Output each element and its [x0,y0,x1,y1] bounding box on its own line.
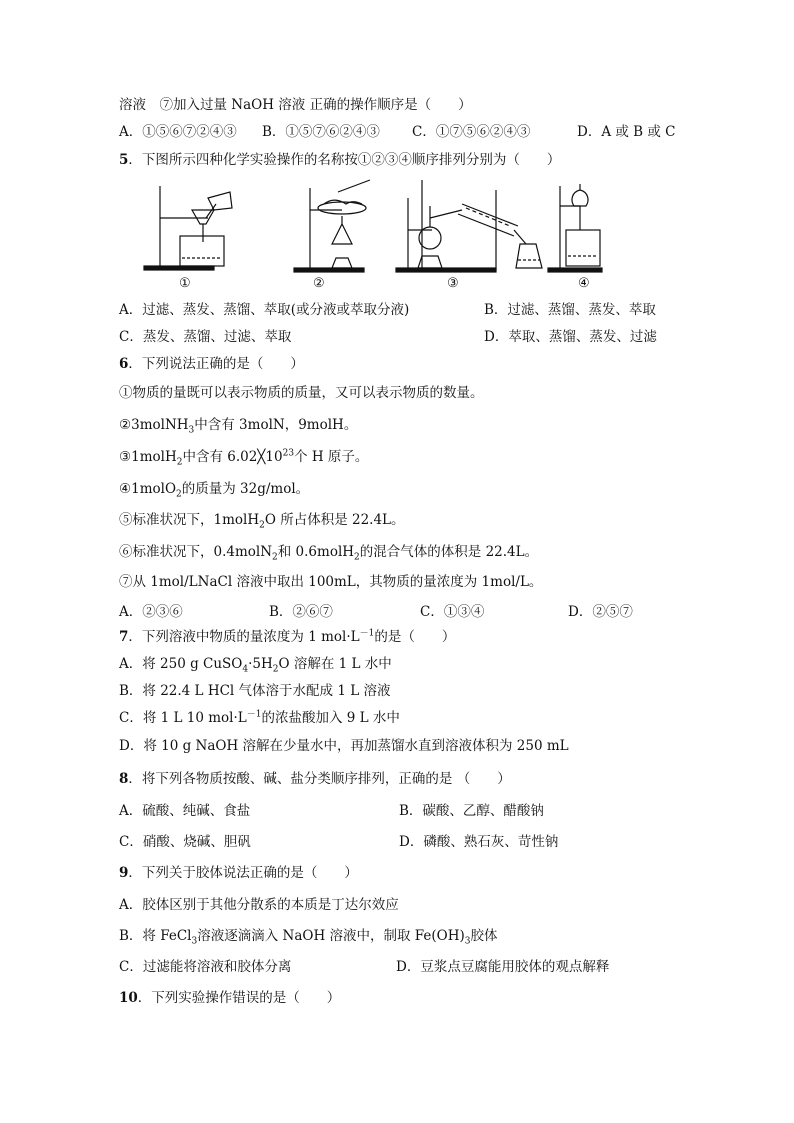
q6-statement-2: ②3molNH$_3$中含有 3molN，9molH。 [119,417,358,436]
figure-caption-2: ② [313,276,325,291]
q8-option-c: C．硝酸、烧碱、胆矾 [119,834,251,850]
q7-option-c: C．将 1 L 10 $mol\cdot L^{-1}$的浓盐酸加入 9 L 水中 [119,709,400,726]
q5-stem-text: ．下图所示四种化学实验操作的名称按①②③④顺序排列分别为（ ） [128,152,561,168]
evaporation-apparatus-icon [294,180,370,272]
q9-number: 9 [119,865,129,881]
q4-option-d: D．A 或 B 或 C [577,124,676,140]
q9-stem [119,863,358,883]
q10-number: 10 [119,990,138,1006]
q7-option-b: B．将 22.4 L HCl 气体溶于水配成 1 L 溶液 [119,683,391,699]
figure-caption-1: ① [179,276,191,291]
q6-statement-6: ⑥标准状况下，0.4molN$_2$和 0.6molH$_2$的混合气体的体积是 22.4L。 [119,544,539,563]
q4-option-c: C．①⑦⑤⑥②④③ [412,124,531,140]
distillation-apparatus-icon [396,180,542,272]
separatory-funnel-icon [548,184,602,272]
figure-caption-3: ③ [447,276,459,291]
q4-option-a: A．①⑤⑥⑦②④③ [119,124,237,140]
q6-option-c: C．①③④ [420,604,485,620]
q6-stem-text: ．下列说法正确的是（ ） [128,356,304,372]
q6-stem [119,354,304,374]
figure-caption-4: ④ [578,276,590,291]
q5-stem [119,150,560,170]
q6-statement-4: ④1molO$_2$的质量为 32g/mol。 [119,481,310,500]
q7-option-a: A．将 250 g $CuSO_4\cdot 5H_2O$ 溶解在 1 L 水中 [119,656,392,675]
q6-option-a: A．②③⑥ [119,604,183,620]
filtration-apparatus-icon [144,186,232,270]
q6-option-d: D．②⑤⑦ [568,604,633,620]
q4-stem-tail: 溶液 ⑦加入过量 NaOH 溶液 正确的操作顺序是（ ） [119,97,472,113]
lab-apparatus-figure [130,178,690,294]
q6-number: 6 [119,356,129,372]
q9-option-a: A．胶体区别于其他分散系的本质是丁达尔效应 [119,897,399,913]
q9-stem-text: ．下列关于胶体说法正确的是（ ） [128,865,358,881]
q5-option-b: B．过滤、蒸馏、蒸发、萃取 [484,302,656,318]
q8-option-b: B．碳酸、乙醇、醋酸钠 [399,803,544,819]
q9-option-d: D．豆浆点豆腐能用胶体的观点解释 [396,959,610,975]
q8-option-d: D．磷酸、熟石灰、苛性钠 [399,834,559,850]
q10-stem [119,988,340,1008]
q8-stem-text: ．将下列各物质按酸、碱、盐分类顺序排列，正确的是 （ ） [128,771,511,787]
q6-option-b: B．②⑥⑦ [269,604,333,620]
q9-option-c: C．过滤能将溶液和胶体分离 [119,959,292,975]
q8-option-a: A．硫酸、纯碱、食盐 [119,803,251,819]
q5-option-d: D．萃取、蒸馏、蒸发、过滤 [484,329,657,345]
q6-statement-3: ③1molH$_2$中含有 $6.02╳10^{23}$个 H 原子。 [119,448,369,468]
q10-stem-text: ．下列实验操作错误的是（ ） [137,990,341,1006]
q5-number: 5 [119,152,129,168]
q9-option-b: B．将 FeCl$_3$溶液逐滴滴入 NaOH 溶液中，制取 $Fe(OH)_3$胶体 [119,928,498,947]
q7-number: 7 [119,629,129,645]
q6-statement-7: ⑦从 1mol/LNaCl 溶液中取出 100mL，其物质的量浓度为 1mol/L。 [119,574,543,590]
q6-statement-1: ①物质的量既可以表示物质的质量，又可以表示物质的数量。 [119,385,484,401]
q5-option-c: C．蒸发、蒸馏、过滤、萃取 [119,329,292,345]
q8-number: 8 [119,771,129,787]
q7-option-d: D．将 10 g NaOH 溶解在少量水中，再加蒸馏水直到溶液体积为 250 mL [119,738,569,754]
q4-option-b: B．①⑤⑦⑥②④③ [262,124,380,140]
q8-stem [119,769,511,789]
q5-option-a: A．过滤、蒸发、蒸馏、萃取(或分液或萃取分液) [119,302,410,318]
q7-stem: 7．下列溶液中物质的量浓度为 1 $mol\cdot L^{-1}$的是（ ） [119,628,456,645]
q6-statement-5: ⑤标准状况下，1molH$_2$O 所占体积是 22.4L。 [119,512,405,531]
